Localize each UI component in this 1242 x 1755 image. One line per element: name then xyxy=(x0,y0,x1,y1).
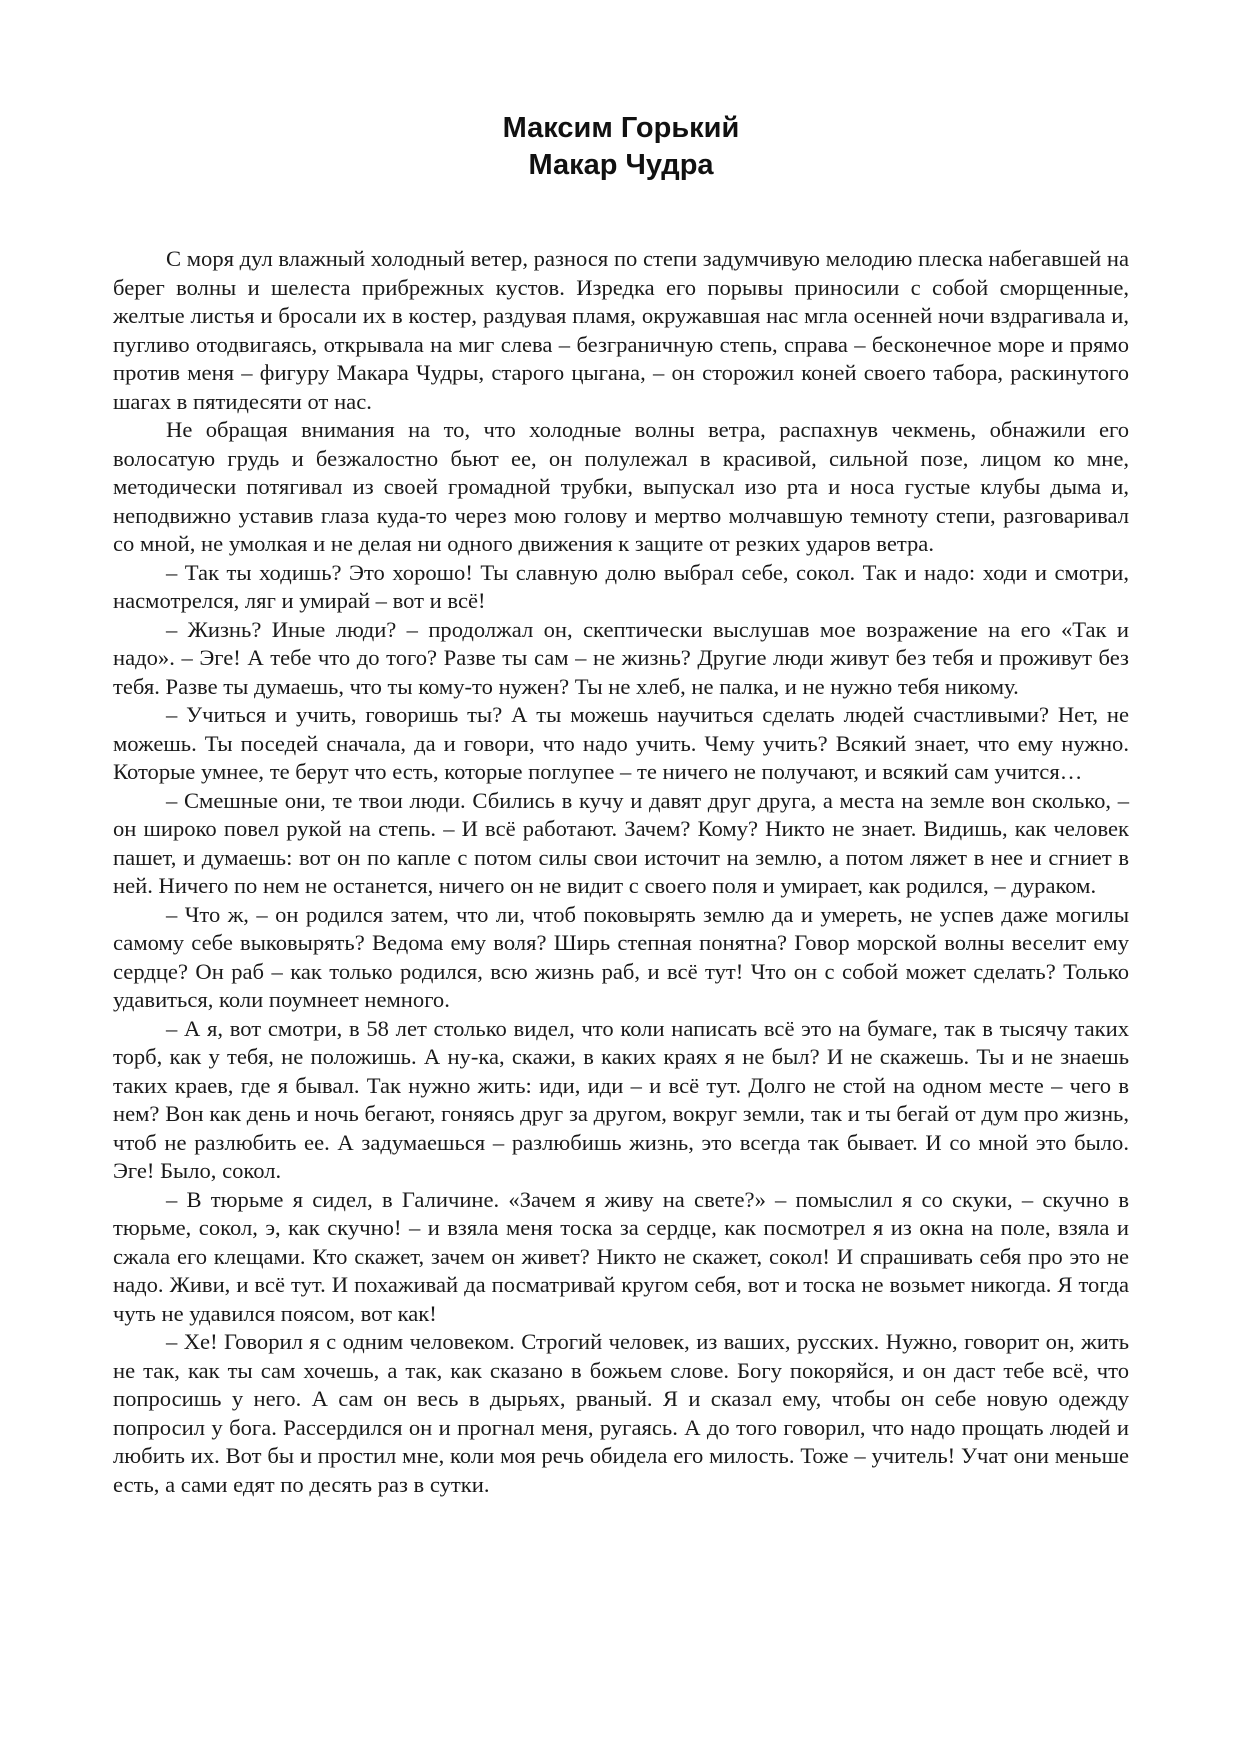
author-name: Максим Горький xyxy=(502,112,740,144)
paragraph: – Так ты ходишь? Это хорошо! Ты славную долю выбрал себе, сокол. Так и надо: ходи и смотри, насмотрелся, ляг и умирай – вот и всё! xyxy=(113,559,1129,613)
story-title: Макар Чудра xyxy=(528,149,714,181)
paragraph: – А я, вот смотри, в 58 лет столько видел, что коли написать всё это на бумаге, так в тысячу таких торб, как у тебя, не положишь. А ну-ка, скажи, в каких краях я не был? И не скажешь. Ты и не знаешь таких краев, где я бывал. Так нужно жить: иди, иди – и всё тут. Долго не стой на одном месте – чего в нем? Вон как день и ночь бегают, гоняясь друг за другом, вокруг земли, так и ты бегай от дум про жизнь, чтоб не разлюбить ее. А задумаешься – разлюбишь жизнь, это всегда так бывает. И со мной это было. Эге! Было, сокол. xyxy=(113,1015,1129,1183)
paragraph: – Жизнь? Иные люди? – продолжал он, скептически выслушав мое возражение на его «Так и надо». – Эге! А тебе что до того? Разве ты сам – не жизнь? Другие люди живут без тебя и проживут без тебя. Разве ты думаешь, что ты кому-то нужен? Ты не хлеб, не палка, и не нужно тебя никому. xyxy=(113,616,1129,699)
title-block xyxy=(0,110,1242,184)
paragraph: – Учиться и учить, говоришь ты? А ты можешь научиться сделать людей счастливыми? Нет, не можешь. Ты поседей сначала, да и говори, что надо учить. Чему учить? Всякий знает, что ему нужно. Которые умнее, те берут что есть, которые поглупее – те ничего не получают, и всякий сам учится… xyxy=(113,702,1129,784)
paragraph: – Что ж, – он родился затем, что ли, чтоб поковырять землю да и умереть, не успев даже могилы самому себе выковырять? Ведома ему воля? Ширь степная понятна? Говор морской волны веселит ему сердце? Он раб – как только родился, всю жизнь раб, и всё тут! Что он с собой может сделать? Только удавиться, коли поумнеет немного. xyxy=(113,901,1129,1012)
paragraph: С моря дул влажный холодный ветер, разнося по степи задумчивую мелодию плеска набегавшей на берег волны и шелеста прибрежных кустов. Изредка его порывы приносили с собой сморщенные, желтые листья и бросали их в костер, раздувая пламя, окружавшая нас мгла осенней ночи вздрагивала и, пугливо отодвигаясь, открывала на миг слева – безграничную степь, справа – бесконечное море и прямо против меня – фигуру Макара Чудры, старого цыгана, – он сторожил коней своего табора, раскинутого шагах в пятидесяти от нас. xyxy=(113,246,1129,414)
story-text xyxy=(113,245,1129,1499)
paragraph: – Хе! Говорил я с одним человеком. Строгий человек, из ваших, русских. Нужно, говорит он, жить не так, как ты сам хочешь, а так, как сказано в божьем слове. Богу покоряйся, и он даст тебе всё, что попросишь у него. А сам он весь в дырьях, рваный. Я и сказал ему, чтобы он себе новую одежду попросил у бога. Рассердился он и прогнал меня, ругаясь. А до того говорил, что надо прощать людей и любить их. Вот бы и простил мне, коли моя речь обидела его милость. Тоже – учитель! Учат они меньше есть, а сами едят по десять раз в сутки. xyxy=(113,1329,1129,1497)
paragraph: – В тюрьме я сидел, в Галичине. «Зачем я живу на свете?» – помыслил я со скуки, – скучно в тюрьме, сокол, э, как скучно! – и взяла меня тоска за сердце, как посмотрел я из окна на поле, взяла и сжала его клещами. Кто скажет, зачем он живет? Никто не скажет, сокол! И спрашивать себя про это не надо. Живи, и всё тут. И похаживай да посматривай кругом себя, вот и тоска не возьмет никогда. Я тогда чуть не удавился поясом, вот как! xyxy=(113,1186,1129,1326)
paragraph: Не обращая внимания на то, что холодные волны ветра, распахнув чекмень, обнажили его волосатую грудь и безжалостно бьют ее, он полулежал в красивой, сильной позе, лицом ко мне, методически потягивал из своей громадной трубки, выпускал изо рта и носа густые клубы дыма и, неподвижно уставив глаза куда-то через мою голову и мертво молчавшую темноту степи, разговаривал со мной, не умолкая и не делая ни одного движения к защите от резких ударов ветра. xyxy=(113,417,1129,556)
paragraph: – Смешные они, те твои люди. Сбились в кучу и давят друг друга, а места на земле вон сколько, – он широко повел рукой на степь. – И всё работают. Зачем? Кому? Никто не знает. Видишь, как человек пашет, и думаешь: вот он по капле с потом силы свои источит на землю, а потом ляжет в нее и сгниет в ней. Ничего по нем не останется, ничего он не видит с своего поля и умирает, как родился, – дураком. xyxy=(113,787,1129,898)
